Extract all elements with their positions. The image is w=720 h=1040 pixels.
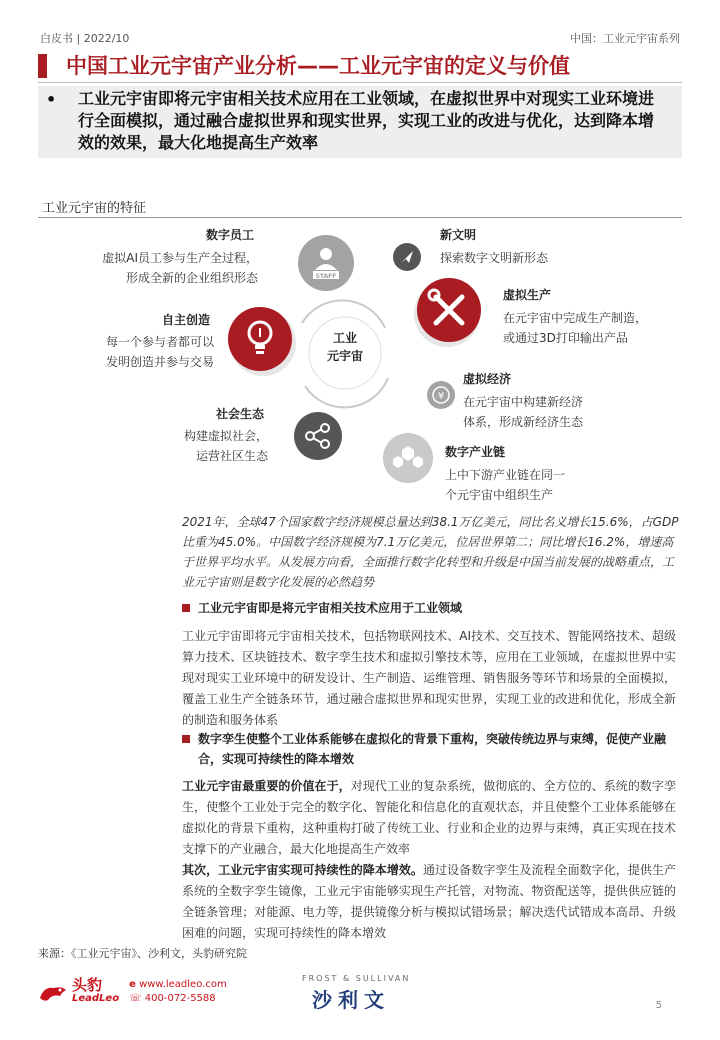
feature-industry-chain-desc-1: 上中下游产业链在同一	[445, 468, 566, 482]
leopard-logo-icon	[38, 980, 68, 1004]
feature-virtual-economy-desc-1: 在元宇宙中构建新经济	[463, 395, 584, 409]
creation-circle	[228, 307, 292, 371]
staff-icon-label: STAFF	[315, 273, 337, 280]
title-divider	[38, 82, 682, 83]
social-ecosystem-circle	[294, 412, 342, 460]
header-right: 中国：工业元宇宙系列	[570, 32, 680, 45]
source-note: 来源：《工业元宇宙》、沙利文，头豹研究院	[38, 947, 247, 960]
section1-paragraph	[182, 626, 676, 731]
page-number: 5	[655, 1000, 662, 1011]
website-link[interactable]: www.leadleo.com	[139, 979, 227, 990]
phone-number: 400-072-5588	[144, 993, 216, 1004]
section2-paragraph2	[182, 860, 676, 944]
brand-name-cn: 头豹	[72, 976, 103, 994]
feature-social-ecosystem-desc-1: 构建虚拟社会，	[183, 429, 268, 443]
section2-paragraph1	[182, 776, 676, 860]
currency-icon-glyph: ¥	[437, 391, 445, 402]
section2-paragraph1-bold: 工业元宇宙最重要的价值在于，	[182, 779, 351, 793]
phone-icon: ☏	[129, 993, 142, 1004]
partner-logo-small: FROST & SULLIVAN	[302, 974, 411, 983]
page-title: 中国工业元宇宙产业分析——工业元宇宙的定义与价值	[66, 54, 570, 78]
italic-note: 2021年，全球47个国家数字经济规模总量达到38.1万亿美元，同比名义增长15.6%，占GDP比重为45.0%。中国数字经济规模为7.1万亿美元，位居世界第二；同比增长16.2%，增速高于世界平均水平。从发展方向看，全面推行数字化转型和升级是中国当前发展的战略重点，工业元宇宙则是数字化发展的必然趋势	[182, 515, 679, 589]
feature-virtual-economy-desc-2: 体系，形成新经济生态	[463, 415, 584, 429]
title-accent-bar	[38, 54, 47, 78]
feature-digital-staff-title: 数字员工	[206, 228, 255, 242]
section1-paragraph-text: 工业元宇宙即将元宇宙相关技术，包括物联网技术、AI技术、交互技术、智能网络技术、超级算力技术、区块链技术、数字孪生技术和虚拟引擎技术等，应用在工业领域，在虚拟世界中实现对现实工业环境中的研发设计、生产制造、运维管理、销售服务等环节和场景的全面模拟，覆盖工业生产全链条环节，通过融合虚拟世界和现实世界，实现工业的改进和优化，形成全新的制造和服务体系	[182, 629, 676, 727]
feature-creation-desc-2: 发明创造并参与交易	[105, 355, 214, 369]
feature-social-ecosystem-title: 社会生态	[216, 407, 265, 421]
section2-heading: 数字孪生使整个工业体系能够在虚拟化的背景下重构，突破传统边界与束缚，促使产业融合，实现可持续性的降本增效	[198, 732, 667, 766]
feature-creation-title: 自主创造	[162, 313, 211, 327]
feature-diagram	[0, 218, 720, 508]
feature-virtual-production-desc-1: 在元宇宙中完成生产制造，	[503, 311, 648, 325]
feature-digital-staff-desc-1: 虚拟AI员工参与生产全过程，	[102, 251, 258, 265]
feature-industry-chain-title: 数字产业链	[445, 445, 506, 459]
feature-creation-desc-1: 每一个参与者都可以	[105, 335, 214, 349]
section2-square-icon	[182, 735, 190, 743]
brand-name-en: LeadLeo	[72, 993, 120, 1004]
summary-bullet: •	[46, 90, 57, 109]
feature-new-civilization-desc-1: 探索数字文明新形态	[440, 251, 549, 265]
section1-square-icon	[182, 604, 190, 612]
digital-staff-circle	[298, 235, 354, 291]
center-label-line2: 元宇宙	[326, 349, 363, 363]
section1-heading: 工业元宇宙即是将元宇宙相关技术应用于工业领域	[198, 601, 463, 615]
center-label-line1: 工业	[332, 331, 357, 345]
section2-paragraph2-bold: 其次，工业元宇宙实现可持续性的降本增效。	[182, 863, 423, 877]
feature-virtual-economy-title: 虚拟经济	[463, 372, 512, 386]
feature-virtual-production-title: 虚拟生产	[503, 288, 552, 302]
feature-industry-chain-desc-2: 个元宇宙中组织生产	[445, 488, 554, 502]
partner-logo-cn: 沙利文	[312, 988, 390, 1012]
globe-icon: e	[129, 979, 136, 990]
leadleo-logo	[38, 978, 227, 1006]
header-left: 白皮书 | 2022/10	[40, 32, 130, 45]
section-label: 工业元宇宙的特征	[42, 201, 147, 216]
feature-social-ecosystem-desc-2: 运营社区生态	[195, 449, 268, 463]
section2-paragraph2-text: 通过设备数字孪生及流程全面数字化，提供生产系统的全数字孪生镜像，工业元宇宙能够实现生产托管，对物流、物资配送等，提供供应链的全链条管理；对能源、电力等，提供镜像分析与模拟试错场景；解决迭代试错成本高昂、升级困难的问题，实现可持续性的降本增效	[182, 863, 676, 940]
summary-text: 工业元宇宙即将元宇宙相关技术应用在工业领域，在虚拟世界中对现实工业环境进行全面模拟，通过融合虚拟世界和现实世界，实现工业的改进与优化，达到降本增效的效果，最大化地提高生产效率	[78, 89, 655, 152]
feature-virtual-production-desc-2: 或通过3D打印输出产品	[503, 331, 628, 345]
section2-paragraph1-text: 对现代工业的复杂系统，做彻底的、全方位的、系统的数字孪生，使整个工业处于完全的数字化、智能化和信息化的直观状态，并且使整个工业体系能够在虚拟化的背景下重构，这种重构打破了传统工业、行业和企业的边界与束缚，真正实现在技术支撑下的产业融合，最大化地提高生产效率	[182, 779, 676, 856]
feature-new-civilization-title: 新文明	[440, 228, 477, 242]
feature-digital-staff-desc-2: 形成全新的企业组织形态	[125, 271, 258, 285]
